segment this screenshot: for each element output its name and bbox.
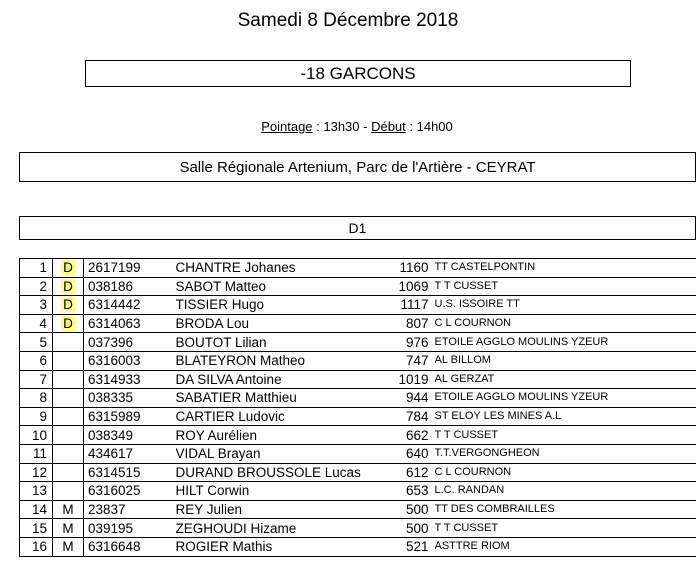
points-cell: 612 <box>390 463 435 482</box>
player-name-cell: CARTIER Ludovic <box>176 407 390 426</box>
table-row <box>20 277 696 296</box>
table-row <box>20 314 696 333</box>
rank-cell: 3 <box>20 296 53 315</box>
start-time: : 14h00 <box>405 119 453 134</box>
rank-cell: 10 <box>20 426 53 445</box>
rank-cell: 13 <box>20 482 53 501</box>
flag-cell <box>53 407 84 426</box>
license-cell: 6314063 <box>84 314 176 333</box>
venue-label: Salle Régionale Artenium, Parc de l'Artière - CEYRAT <box>179 158 536 176</box>
player-name-cell: REY Julien <box>176 500 390 519</box>
rank-cell: 11 <box>20 444 53 463</box>
license-cell: 6315989 <box>84 407 176 426</box>
category-box <box>85 60 631 87</box>
points-cell: 747 <box>390 351 435 370</box>
club-cell: ETOILE AGGLO MOULINS YZEUR <box>435 333 696 352</box>
flag-badge: M <box>62 520 74 536</box>
club-cell: T T CUSSET <box>435 277 696 296</box>
club-cell: ST ELOY LES MINES A.L <box>435 407 696 426</box>
flag-badge: D <box>63 260 73 276</box>
player-name-cell: BLATEYRON Matheo <box>176 351 390 370</box>
license-cell: 038349 <box>84 426 176 445</box>
club-cell: AL BILLOM <box>435 351 696 370</box>
club-cell: ETOILE AGGLO MOULINS YZEUR <box>435 389 696 408</box>
table-row <box>20 407 696 426</box>
start-label: Début <box>371 119 406 134</box>
flag-cell <box>53 537 84 556</box>
table-row <box>20 389 696 408</box>
flag-badge: M <box>62 502 74 518</box>
license-cell: 6316003 <box>84 351 176 370</box>
rank-cell: 15 <box>20 519 53 538</box>
table-row <box>20 519 696 538</box>
rank-cell: 1 <box>20 259 53 278</box>
player-name-cell: SABATIER Matthieu <box>176 389 390 408</box>
rank-cell: 2 <box>20 277 53 296</box>
flag-cell <box>53 277 84 296</box>
club-cell: T T CUSSET <box>435 426 696 445</box>
points-cell: 500 <box>390 519 435 538</box>
points-cell: 807 <box>390 314 435 333</box>
table-row <box>20 482 696 501</box>
timing-line <box>0 119 696 134</box>
flag-badge: D <box>63 297 73 313</box>
checkin-time: : 13h30 - <box>312 119 372 134</box>
points-cell: 1069 <box>390 277 435 296</box>
license-cell: 6314515 <box>84 463 176 482</box>
rank-cell: 4 <box>20 314 53 333</box>
points-cell: 944 <box>390 389 435 408</box>
points-cell: 976 <box>390 333 435 352</box>
rank-cell: 8 <box>20 389 53 408</box>
license-cell: 6316025 <box>84 482 176 501</box>
license-cell: 038335 <box>84 389 176 408</box>
table-row <box>20 351 696 370</box>
rank-cell: 12 <box>20 463 53 482</box>
rank-cell: 9 <box>20 407 53 426</box>
points-cell: 653 <box>390 482 435 501</box>
points-cell: 1019 <box>390 370 435 389</box>
license-cell: 6316648 <box>84 537 176 556</box>
license-cell: 23837 <box>84 500 176 519</box>
flag-cell <box>53 463 84 482</box>
flag-badge: D <box>63 278 73 294</box>
points-cell: 500 <box>390 500 435 519</box>
points-cell: 662 <box>390 426 435 445</box>
player-name-cell: SABOT Matteo <box>176 277 390 296</box>
table-row <box>20 296 696 315</box>
table-row <box>20 537 696 556</box>
club-cell: T T CUSSET <box>435 519 696 538</box>
player-name-cell: BRODA Lou <box>176 314 390 333</box>
players-table <box>19 258 696 557</box>
players-table-body <box>20 259 696 557</box>
player-name-cell: VIDAL Brayan <box>176 444 390 463</box>
flag-badge: D <box>63 316 73 332</box>
points-cell: 784 <box>390 407 435 426</box>
license-cell: 2617199 <box>84 259 176 278</box>
flag-cell <box>53 351 84 370</box>
table-row <box>20 333 696 352</box>
flag-cell <box>53 426 84 445</box>
club-cell: T.T.VERGONGHEON <box>435 444 696 463</box>
venue-box <box>19 152 696 182</box>
license-cell: 434617 <box>84 444 176 463</box>
license-cell: 038186 <box>84 277 176 296</box>
table-row <box>20 426 696 445</box>
division-label: D1 <box>348 220 367 236</box>
table-row <box>20 444 696 463</box>
license-cell: 037396 <box>84 333 176 352</box>
division-box <box>19 216 696 240</box>
flag-cell <box>53 519 84 538</box>
flag-cell <box>53 370 84 389</box>
flag-cell <box>53 296 84 315</box>
flag-cell <box>53 314 84 333</box>
club-cell: C L COURNON <box>435 463 696 482</box>
player-name-cell: ROY Aurélien <box>176 426 390 445</box>
checkin-label: Pointage <box>261 119 313 134</box>
table-row <box>20 370 696 389</box>
club-cell: TT CASTELPONTIN <box>435 259 696 278</box>
points-cell: 521 <box>390 537 435 556</box>
flag-cell <box>53 500 84 519</box>
player-name-cell: ROGIER Mathis <box>176 537 390 556</box>
category-label: -18 GARCONS <box>300 63 416 83</box>
flag-badge: M <box>62 539 74 555</box>
player-name-cell: ZEGHOUDI Hizame <box>176 519 390 538</box>
player-name-cell: HILT Corwin <box>176 482 390 501</box>
player-name-cell: BOUTOT Lilian <box>176 333 390 352</box>
license-cell: 039195 <box>84 519 176 538</box>
rank-cell: 16 <box>20 537 53 556</box>
license-cell: 6314442 <box>84 296 176 315</box>
points-cell: 640 <box>390 444 435 463</box>
flag-cell <box>53 482 84 501</box>
player-name-cell: TISSIER Hugo <box>176 296 390 315</box>
club-cell: ASTTRE RIOM <box>435 537 696 556</box>
player-name-cell: DA SILVA Antoine <box>176 370 390 389</box>
club-cell: TT DES COMBRAILLES <box>435 500 696 519</box>
player-name-cell: CHANTRE Johanes <box>176 259 390 278</box>
flag-cell <box>53 389 84 408</box>
club-cell: U.S. ISSOIRE TT <box>435 296 696 315</box>
rank-cell: 7 <box>20 370 53 389</box>
rank-cell: 6 <box>20 351 53 370</box>
flag-cell <box>53 259 84 278</box>
page-title: Samedi 8 Décembre 2018 <box>237 10 459 31</box>
player-name-cell: DURAND BROUSSOLE Lucas <box>176 463 390 482</box>
rank-cell: 5 <box>20 333 53 352</box>
club-cell: AL GERZAT <box>435 370 696 389</box>
flag-cell <box>53 444 84 463</box>
table-row <box>20 463 696 482</box>
club-cell: L.C. RANDAN <box>435 482 696 501</box>
table-row <box>20 259 696 278</box>
points-cell: 1160 <box>390 259 435 278</box>
club-cell: C L COURNON <box>435 314 696 333</box>
license-cell: 6314933 <box>84 370 176 389</box>
flag-cell <box>53 333 84 352</box>
rank-cell: 14 <box>20 500 53 519</box>
table-row <box>20 500 696 519</box>
points-cell: 1117 <box>390 296 435 315</box>
